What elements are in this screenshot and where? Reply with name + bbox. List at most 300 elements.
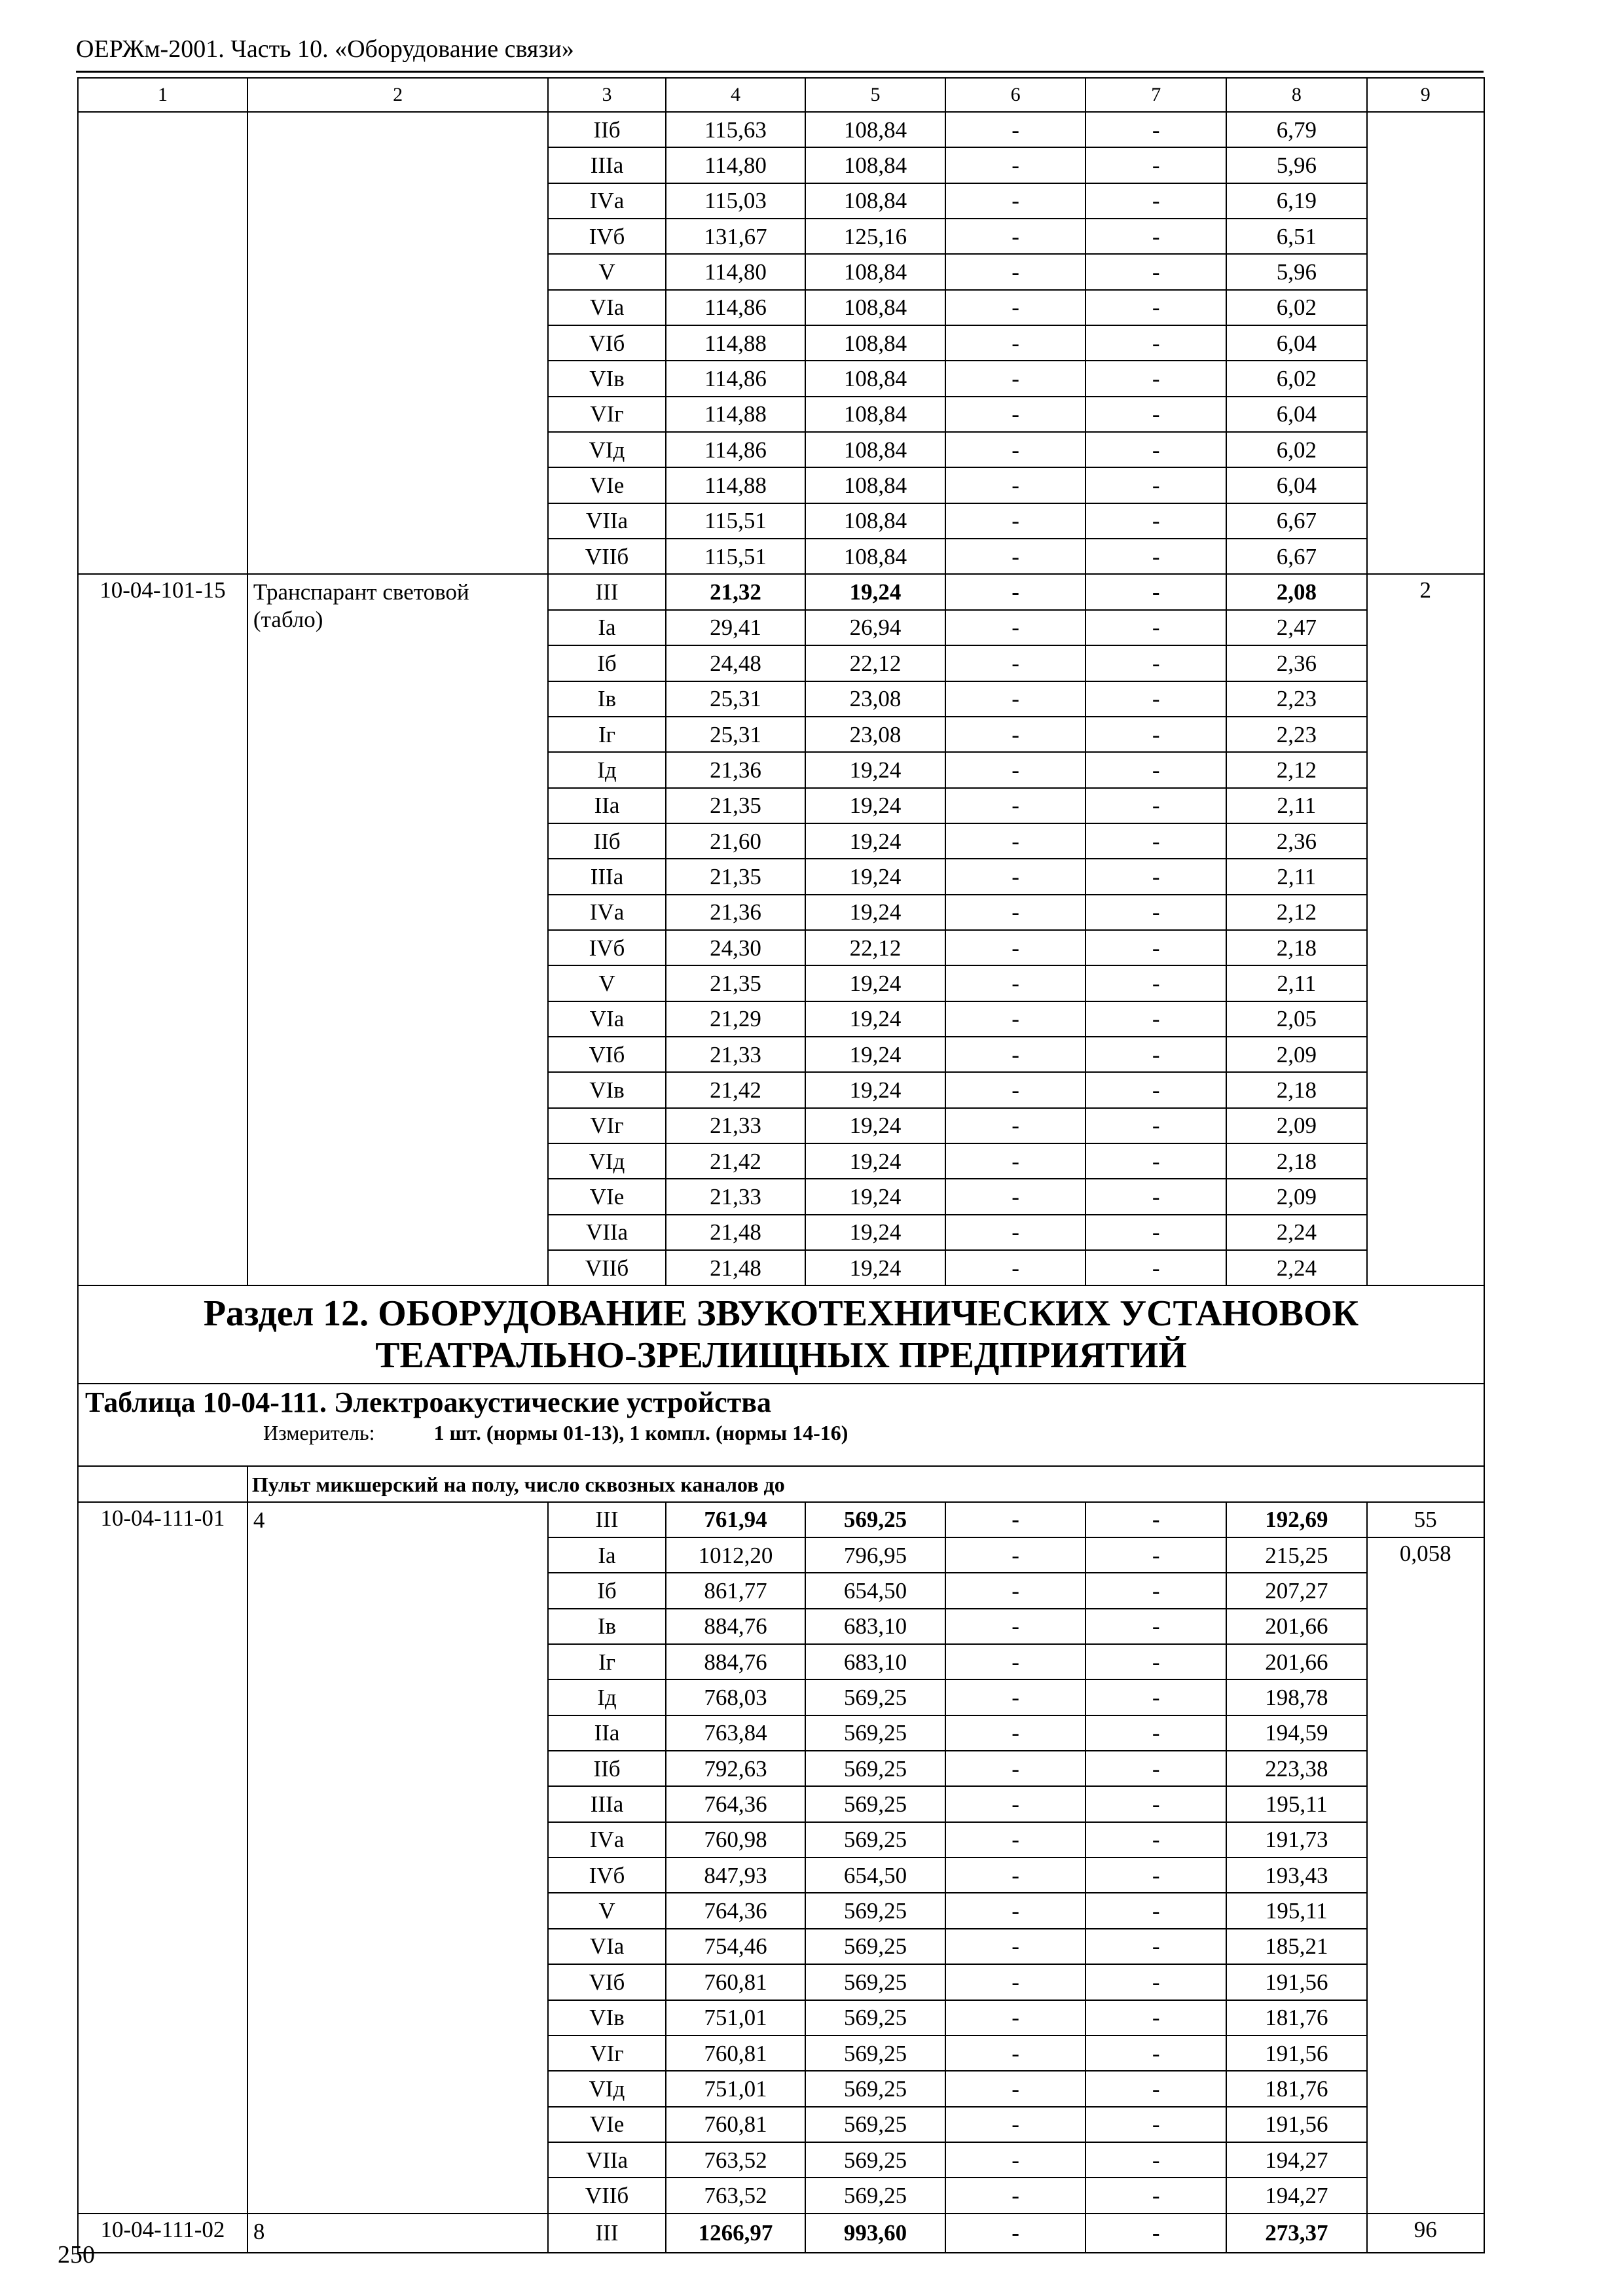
col9-cell <box>1367 112 1484 574</box>
value-cell: - <box>1085 1537 1226 1573</box>
zone-cell: VIв <box>548 1072 665 1107</box>
value-cell: - <box>945 361 1086 396</box>
value-cell: 19,24 <box>805 895 945 930</box>
value-cell: - <box>945 1929 1086 1964</box>
value-cell: 115,51 <box>666 503 806 539</box>
value-cell: 194,27 <box>1226 2178 1367 2213</box>
value-cell: 569,25 <box>805 1715 945 1751</box>
value-cell: 108,84 <box>805 432 945 467</box>
zone-cell: V <box>548 965 665 1001</box>
zone-cell: VIг <box>548 2036 665 2071</box>
value-cell: - <box>945 681 1086 717</box>
value-cell: - <box>1085 467 1226 503</box>
value-cell: 763,52 <box>666 2142 806 2178</box>
value-cell: 2,09 <box>1226 1037 1367 1072</box>
measure-line <box>85 1422 1477 1443</box>
value-cell: 2,12 <box>1226 752 1367 787</box>
value-cell: - <box>1085 112 1226 147</box>
measure-value: 1 шт. (нормы 01-13), 1 компл. (нормы 14-16) <box>433 1421 848 1445</box>
zone-cell: VIе <box>548 2107 665 2142</box>
subheading: Пульт микшерский на полу, число сквозных каналов до <box>247 1466 1484 1501</box>
value-cell: 21,29 <box>666 1001 806 1037</box>
value-cell: 108,84 <box>805 112 945 147</box>
column-number-row <box>78 78 1484 112</box>
value-cell: 108,84 <box>805 467 945 503</box>
value-cell: - <box>945 574 1086 609</box>
column-number-6: 6 <box>945 78 1086 112</box>
value-cell: 760,81 <box>666 2036 806 2071</box>
norm-name: Транспарант световой (табло) <box>247 574 548 1285</box>
value-cell: 108,84 <box>805 397 945 432</box>
value-cell: - <box>945 2214 1086 2253</box>
value-cell: - <box>945 1964 1086 2000</box>
column-number-4: 4 <box>666 78 806 112</box>
value-cell: 26,94 <box>805 610 945 645</box>
value-cell: - <box>945 1609 1086 1644</box>
value-cell: 792,63 <box>666 1751 806 1786</box>
value-cell: - <box>1085 1857 1226 1893</box>
value-cell: 21,36 <box>666 895 806 930</box>
value-cell: 6,79 <box>1226 112 1367 147</box>
value-cell: 2,18 <box>1226 930 1367 965</box>
value-cell: - <box>1085 1679 1226 1715</box>
value-cell: - <box>1085 397 1226 432</box>
value-cell: 19,24 <box>805 788 945 823</box>
zone-cell: IVа <box>548 895 665 930</box>
value-cell: - <box>945 1786 1086 1821</box>
value-cell: 847,93 <box>666 1857 806 1893</box>
value-cell: 21,42 <box>666 1143 806 1179</box>
value-cell: - <box>945 610 1086 645</box>
value-cell: - <box>1085 717 1226 752</box>
value-cell: 6,67 <box>1226 503 1367 539</box>
value-cell: - <box>945 1822 1086 1857</box>
value-cell: 21,35 <box>666 965 806 1001</box>
value-cell: - <box>945 183 1086 219</box>
value-cell: 194,27 <box>1226 2142 1367 2178</box>
value-cell: 19,24 <box>805 1179 945 1214</box>
column-number-7: 7 <box>1085 78 1226 112</box>
value-cell: 21,60 <box>666 823 806 859</box>
column-number-3: 3 <box>548 78 665 112</box>
zone-cell: VIв <box>548 2000 665 2036</box>
value-cell: - <box>945 539 1086 574</box>
table-body-bottom <box>78 1502 1484 2253</box>
zone-cell: VIIа <box>548 503 665 539</box>
value-cell: 2,36 <box>1226 645 1367 681</box>
column-number-9: 9 <box>1367 78 1484 112</box>
value-cell: 19,24 <box>805 1250 945 1285</box>
value-cell: - <box>1085 361 1226 396</box>
value-cell: 114,86 <box>666 432 806 467</box>
value-cell: 861,77 <box>666 1573 806 1608</box>
zone-cell: III <box>548 1502 665 1537</box>
value-cell: - <box>945 503 1086 539</box>
column-number-2: 2 <box>247 78 548 112</box>
value-cell: 108,84 <box>805 290 945 325</box>
value-cell: - <box>945 1179 1086 1214</box>
value-cell: 21,33 <box>666 1108 806 1143</box>
zone-cell: V <box>548 254 665 289</box>
value-cell: 760,81 <box>666 2107 806 2142</box>
value-cell: - <box>1085 1179 1226 1214</box>
value-cell: 114,88 <box>666 325 806 361</box>
value-cell: 25,31 <box>666 717 806 752</box>
zone-cell: V <box>548 1893 665 1928</box>
table-row <box>78 574 1484 609</box>
value-cell: 19,24 <box>805 1001 945 1037</box>
value-cell: - <box>1085 2142 1226 2178</box>
value-cell: - <box>1085 752 1226 787</box>
value-cell: 223,38 <box>1226 1751 1367 1786</box>
zone-cell: Iв <box>548 681 665 717</box>
table-heading-title: Таблица 10-04-111. Электроакустические устройства <box>85 1386 772 1419</box>
value-cell: - <box>945 112 1086 147</box>
norm-name: 8 <box>247 2214 548 2253</box>
table-heading-row <box>78 1384 1484 1466</box>
value-cell: - <box>1085 788 1226 823</box>
value-cell: 108,84 <box>805 147 945 183</box>
value-cell: - <box>1085 2214 1226 2253</box>
value-cell: - <box>945 432 1086 467</box>
zone-cell: VIе <box>548 1179 665 1214</box>
value-cell: - <box>1085 539 1226 574</box>
value-cell: - <box>945 965 1086 1001</box>
value-cell: - <box>1085 1964 1226 2000</box>
measure-label: Измеритель: <box>263 1421 375 1445</box>
value-cell: - <box>1085 859 1226 894</box>
zone-cell: III <box>548 2214 665 2253</box>
value-cell: 114,80 <box>666 147 806 183</box>
value-cell: - <box>1085 1072 1226 1107</box>
value-cell: - <box>1085 290 1226 325</box>
value-cell: 21,48 <box>666 1250 806 1285</box>
zone-cell: Iг <box>548 717 665 752</box>
value-cell: 760,81 <box>666 1964 806 2000</box>
subheading-row <box>78 1466 1484 1501</box>
value-cell: 108,84 <box>805 361 945 396</box>
zone-cell: VIе <box>548 467 665 503</box>
value-cell: 114,88 <box>666 397 806 432</box>
value-cell: - <box>945 2000 1086 2036</box>
value-cell: 2,47 <box>1226 610 1367 645</box>
table-row <box>78 1502 1484 1537</box>
norm-code <box>78 112 247 574</box>
zone-cell: VIв <box>548 361 665 396</box>
zone-cell: IIIа <box>548 147 665 183</box>
subheading-spacer <box>78 1466 247 1501</box>
value-cell: 2,09 <box>1226 1179 1367 1214</box>
zone-cell: VIIа <box>548 2142 665 2178</box>
value-cell: 2,18 <box>1226 1143 1367 1179</box>
value-cell: 25,31 <box>666 681 806 717</box>
page-number: 250 <box>58 2241 95 2269</box>
zone-cell: Iб <box>548 645 665 681</box>
value-cell: 23,08 <box>805 717 945 752</box>
zone-cell: IIIа <box>548 859 665 894</box>
value-cell: - <box>945 1250 1086 1285</box>
value-cell: - <box>945 645 1086 681</box>
value-cell: 191,56 <box>1226 2036 1367 2071</box>
value-cell: 19,24 <box>805 965 945 1001</box>
zone-cell: IIб <box>548 1751 665 1786</box>
zone-cell: VIб <box>548 1037 665 1072</box>
value-cell: 193,43 <box>1226 1857 1367 1893</box>
value-cell: - <box>1085 1108 1226 1143</box>
value-cell: - <box>945 2178 1086 2213</box>
value-cell: - <box>1085 1715 1226 1751</box>
value-cell: - <box>1085 2178 1226 2213</box>
zone-cell: Iа <box>548 1537 665 1573</box>
value-cell: 114,80 <box>666 254 806 289</box>
value-cell: 2,11 <box>1226 788 1367 823</box>
value-cell: 569,25 <box>805 2036 945 2071</box>
value-cell: - <box>1085 1573 1226 1608</box>
value-cell: 884,76 <box>666 1609 806 1644</box>
value-cell: - <box>945 290 1086 325</box>
value-cell: 191,73 <box>1226 1822 1367 1857</box>
value-cell: - <box>945 2071 1086 2106</box>
column-number-8: 8 <box>1226 78 1367 112</box>
value-cell: 763,52 <box>666 2178 806 2213</box>
value-cell: 2,11 <box>1226 965 1367 1001</box>
value-cell: - <box>945 2036 1086 2071</box>
value-cell: - <box>945 2142 1086 2178</box>
value-cell: - <box>1085 645 1226 681</box>
zone-cell: IIа <box>548 788 665 823</box>
zone-cell: VIб <box>548 1964 665 2000</box>
value-cell: 2,05 <box>1226 1001 1367 1037</box>
value-cell: 108,84 <box>805 325 945 361</box>
value-cell: - <box>1085 2107 1226 2142</box>
value-cell: - <box>945 1679 1086 1715</box>
value-cell: 751,01 <box>666 2000 806 2036</box>
norm-code: 10-04-111-01 <box>78 1502 247 2214</box>
value-cell: - <box>1085 1786 1226 1821</box>
zone-cell: IVа <box>548 183 665 219</box>
zone-cell: IVа <box>548 1822 665 1857</box>
value-cell: 2,23 <box>1226 717 1367 752</box>
value-cell: - <box>945 1072 1086 1107</box>
zone-cell: Iд <box>548 1679 665 1715</box>
zone-cell: VIа <box>548 1929 665 1964</box>
value-cell: - <box>945 1108 1086 1143</box>
norms-table <box>77 77 1485 2253</box>
zone-cell: IIб <box>548 823 665 859</box>
value-cell: 181,76 <box>1226 2000 1367 2036</box>
value-cell: - <box>1085 147 1226 183</box>
value-cell: 569,25 <box>805 1502 945 1537</box>
value-cell: - <box>945 823 1086 859</box>
column-number-1: 1 <box>78 78 247 112</box>
value-cell: - <box>945 1644 1086 1679</box>
value-cell: - <box>1085 1001 1226 1037</box>
value-cell: 6,51 <box>1226 219 1367 254</box>
value-cell: 185,21 <box>1226 1929 1367 1964</box>
value-cell: 114,86 <box>666 290 806 325</box>
value-cell: 6,02 <box>1226 290 1367 325</box>
zone-cell: VIг <box>548 397 665 432</box>
value-cell: 215,25 <box>1226 1537 1367 1573</box>
zone-cell: Iб <box>548 1573 665 1608</box>
value-cell: 23,08 <box>805 681 945 717</box>
norm-code: 10-04-101-15 <box>78 574 247 1285</box>
zone-cell: Iв <box>548 1609 665 1644</box>
value-cell: 19,24 <box>805 823 945 859</box>
value-cell: 24,48 <box>666 645 806 681</box>
value-cell: - <box>945 1215 1086 1250</box>
value-cell: 198,78 <box>1226 1679 1367 1715</box>
value-cell: 654,50 <box>805 1573 945 1608</box>
zone-cell: VIг <box>548 1108 665 1143</box>
value-cell: 19,24 <box>805 1108 945 1143</box>
value-cell: 201,66 <box>1226 1644 1367 1679</box>
value-cell: - <box>945 1001 1086 1037</box>
value-cell: 21,35 <box>666 788 806 823</box>
value-cell: - <box>1085 1929 1226 1964</box>
value-cell: - <box>945 325 1086 361</box>
value-cell: 19,24 <box>805 1215 945 1250</box>
value-cell: 19,24 <box>805 859 945 894</box>
value-cell: - <box>945 1893 1086 1928</box>
value-cell: 19,24 <box>805 1143 945 1179</box>
norm-name <box>247 112 548 574</box>
value-cell: 21,48 <box>666 1215 806 1250</box>
value-cell: 29,41 <box>666 610 806 645</box>
col9-cell: 0,058 <box>1367 1537 1484 2214</box>
value-cell: 19,24 <box>805 1072 945 1107</box>
value-cell: 24,30 <box>666 930 806 965</box>
value-cell: 108,84 <box>805 183 945 219</box>
value-cell: 114,88 <box>666 467 806 503</box>
value-cell: 569,25 <box>805 2107 945 2142</box>
value-cell: 19,24 <box>805 574 945 609</box>
value-cell: 181,76 <box>1226 2071 1367 2106</box>
value-cell: 191,56 <box>1226 1964 1367 2000</box>
table-row <box>78 112 1484 147</box>
value-cell: 569,25 <box>805 2142 945 2178</box>
value-cell: 6,02 <box>1226 361 1367 396</box>
value-cell: - <box>945 147 1086 183</box>
value-cell: - <box>945 1573 1086 1608</box>
value-cell: 115,63 <box>666 112 806 147</box>
value-cell: 125,16 <box>805 219 945 254</box>
zone-cell: VIIа <box>548 1215 665 1250</box>
value-cell: 2,36 <box>1226 823 1367 859</box>
value-cell: 195,11 <box>1226 1786 1367 1821</box>
value-cell: 751,01 <box>666 2071 806 2106</box>
value-cell: 754,46 <box>666 1929 806 1964</box>
value-cell: - <box>945 752 1086 787</box>
value-cell: 683,10 <box>805 1609 945 1644</box>
value-cell: - <box>1085 254 1226 289</box>
zone-cell: VIIб <box>548 539 665 574</box>
value-cell: 569,25 <box>805 1929 945 1964</box>
value-cell: - <box>1085 1037 1226 1072</box>
value-cell: 763,84 <box>666 1715 806 1751</box>
value-cell: 6,04 <box>1226 325 1367 361</box>
value-cell: - <box>945 2107 1086 2142</box>
value-cell: - <box>945 1143 1086 1179</box>
value-cell: 993,60 <box>805 2214 945 2253</box>
col9-cell: 2 <box>1367 574 1484 1285</box>
value-cell: - <box>1085 681 1226 717</box>
value-cell: - <box>1085 183 1226 219</box>
value-cell: - <box>945 788 1086 823</box>
zone-cell: III <box>548 574 665 609</box>
value-cell: 19,24 <box>805 752 945 787</box>
value-cell: - <box>945 1502 1086 1537</box>
value-cell: - <box>945 930 1086 965</box>
table-row <box>78 2214 1484 2253</box>
value-cell: - <box>945 859 1086 894</box>
value-cell: - <box>1085 1502 1226 1537</box>
value-cell: 6,04 <box>1226 397 1367 432</box>
col9-cell: 96 <box>1367 2214 1484 2253</box>
value-cell: 569,25 <box>805 1822 945 1857</box>
value-cell: 569,25 <box>805 1679 945 1715</box>
value-cell: - <box>945 1857 1086 1893</box>
value-cell: 2,24 <box>1226 1215 1367 1250</box>
value-cell: - <box>1085 2071 1226 2106</box>
zone-cell: IVб <box>548 219 665 254</box>
value-cell: 796,95 <box>805 1537 945 1573</box>
value-cell: 21,35 <box>666 859 806 894</box>
value-cell: 191,56 <box>1226 2107 1367 2142</box>
page-header: ОЕРЖм-2001. Часть 10. «Оборудование связи» <box>76 35 574 63</box>
value-cell: 6,02 <box>1226 432 1367 467</box>
value-cell: 201,66 <box>1226 1609 1367 1644</box>
value-cell: - <box>945 1751 1086 1786</box>
zone-cell: VIд <box>548 432 665 467</box>
zone-cell: Iг <box>548 1644 665 1679</box>
value-cell: 761,94 <box>666 1502 806 1537</box>
table-body-top <box>78 78 1484 1285</box>
value-cell: 569,25 <box>805 1964 945 2000</box>
value-cell: 21,36 <box>666 752 806 787</box>
section-block <box>78 1285 1484 1501</box>
zone-cell: VIд <box>548 2071 665 2106</box>
zone-cell: VIа <box>548 1001 665 1037</box>
value-cell: 2,24 <box>1226 1250 1367 1285</box>
value-cell: 19,24 <box>805 1037 945 1072</box>
value-cell: 1012,20 <box>666 1537 806 1573</box>
value-cell: 22,12 <box>805 930 945 965</box>
value-cell: - <box>1085 1609 1226 1644</box>
value-cell: 5,96 <box>1226 254 1367 289</box>
value-cell: 764,36 <box>666 1893 806 1928</box>
value-cell: 195,11 <box>1226 1893 1367 1928</box>
value-cell: - <box>1085 2000 1226 2036</box>
value-cell: 131,67 <box>666 219 806 254</box>
value-cell: - <box>1085 1893 1226 1928</box>
value-cell: 21,33 <box>666 1037 806 1072</box>
value-cell: 569,25 <box>805 2178 945 2213</box>
section-row <box>78 1285 1484 1384</box>
col9-cell: 55 <box>1367 1502 1484 1537</box>
zone-cell: VIб <box>548 325 665 361</box>
value-cell: - <box>945 254 1086 289</box>
value-cell: 6,04 <box>1226 467 1367 503</box>
zone-cell: Iа <box>548 610 665 645</box>
header-rule <box>76 71 1484 73</box>
value-cell: - <box>1085 895 1226 930</box>
norm-code: 10-04-111-02 <box>78 2214 247 2253</box>
value-cell: 6,19 <box>1226 183 1367 219</box>
value-cell: 569,25 <box>805 2000 945 2036</box>
value-cell: 683,10 <box>805 1644 945 1679</box>
value-cell: - <box>1085 1250 1226 1285</box>
